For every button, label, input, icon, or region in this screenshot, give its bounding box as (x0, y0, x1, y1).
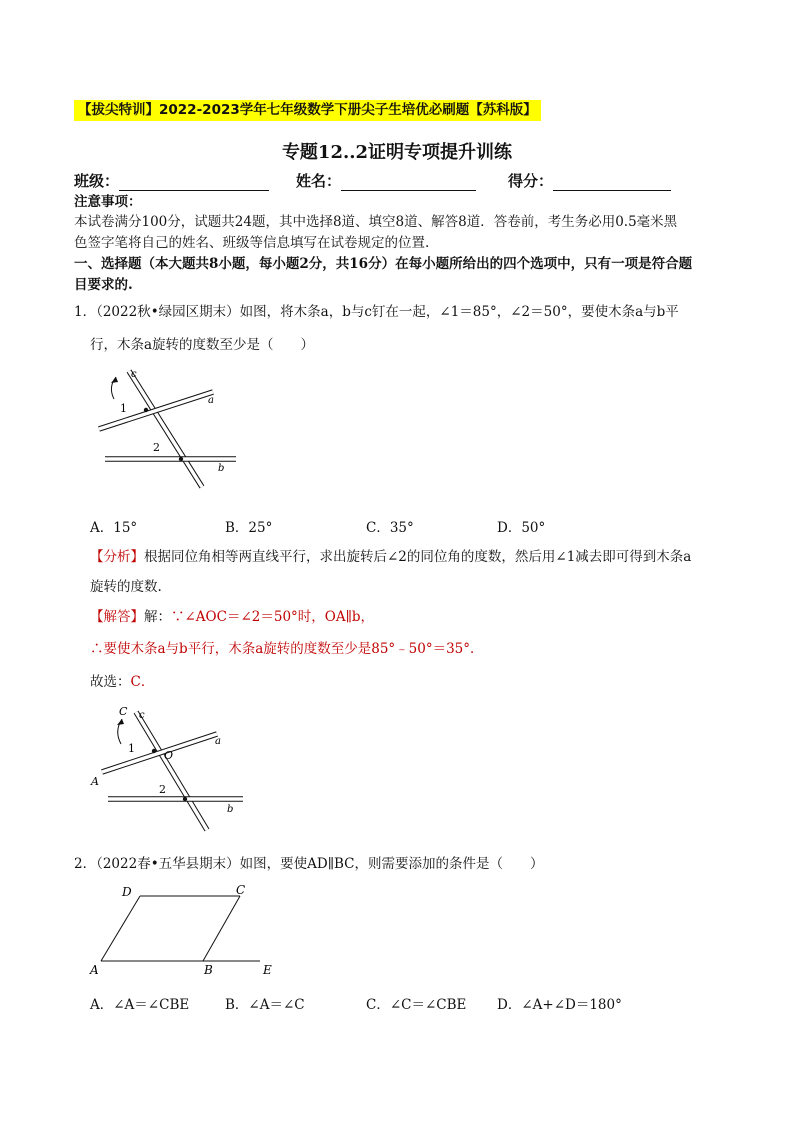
q1-answer-line-1 (90, 605, 374, 629)
analysis-tag: 【分析】 (90, 549, 144, 565)
class-blank[interactable] (119, 174, 269, 191)
label-c: c (139, 710, 145, 721)
label-c: c (131, 369, 137, 380)
q1-analysis-line-1 (90, 545, 691, 569)
answer-tag: 【解答】 (90, 609, 144, 625)
header-banner: 【拔尖特训】2022-2023学年七年级数学下册尖子生培优必刷题【苏科版】 (74, 100, 541, 121)
label-angle-2: 2 (153, 441, 160, 454)
nail-point (144, 408, 148, 412)
q1-option-d[interactable]: D．50° (497, 520, 546, 536)
q1-answer-line-2: ∴要使木条a与b平行，木条a旋转的度数至少是85°﹣50°＝35°． (90, 641, 484, 657)
q1-option-a[interactable]: A．15° (90, 520, 138, 536)
label-a: a (215, 736, 221, 747)
label-a: A (90, 963, 99, 977)
line-cb (203, 896, 240, 961)
section-line-2: 目要求的. (74, 277, 133, 293)
score-label: 得分： (508, 172, 554, 190)
analysis-text: 根据同位角相等两直线平行，求出旋转后∠2的同位角的度数，然后用∠1减去即可得到木条a (144, 549, 692, 565)
q1-solution-figure (85, 700, 255, 835)
q2-option-c[interactable]: C．∠C＝∠CBE (366, 997, 467, 1013)
q1-analysis-line-2: 旋转的度数. (90, 579, 162, 595)
score-blank[interactable] (553, 174, 671, 191)
section-line-1: 一、选择题（本大题共8小题，每小题2分，共16分）在每小题所给出的四个选项中，只有一项是符合题 (74, 256, 693, 272)
label-b: B (204, 963, 213, 977)
notice-line-2: 色签字笔将自己的姓名、班级等信息填写在试卷规定的位置. (74, 235, 430, 251)
label-a: a (208, 395, 214, 406)
nail-point (183, 797, 187, 801)
q1-stem-line-1: 1．（2022秋•绿园区期末）如图，将木条a，b与c钉在一起，∠1＝85°，∠2＝50°，要使木条a与b平 (74, 304, 679, 320)
notice-line-1: 本试卷满分100分，试题共24题，其中选择8道、填空8道、解答8道．答卷前，考生务必用0.5毫米黑 (74, 214, 678, 230)
answer-prefix: 解： (144, 609, 171, 625)
q1-option-c[interactable]: C．35° (366, 520, 414, 536)
q2-option-d[interactable]: D．∠A+∠D＝180° (497, 997, 622, 1013)
class-label: 班级： (74, 172, 120, 190)
label-e: E (263, 963, 272, 977)
label-b: b (227, 804, 234, 815)
choice-prefix: 故选： (90, 674, 131, 690)
name-label: 姓名： (296, 172, 342, 190)
point-o (152, 749, 156, 753)
page-title: 专题12..2证明专项提升训练 (281, 142, 513, 163)
q2-option-a[interactable]: A．∠A＝∠CBE (90, 997, 190, 1013)
q1-stem-line-2: 行，木条a旋转的度数至少是（ ） (90, 337, 315, 353)
q1-choice-line (90, 670, 154, 694)
q2-stem: 2．（2022春•五华县期末）如图，要使AD∥BC，则需要添加的条件是（ ） (74, 856, 544, 872)
q2-option-b[interactable]: B．∠A＝∠C (225, 997, 305, 1013)
class-field (74, 170, 269, 191)
label-b: b (218, 463, 225, 474)
notice-heading: 注意事项： (74, 194, 142, 210)
label-angle-2: 2 (159, 783, 166, 796)
name-field (296, 170, 476, 191)
score-field (508, 170, 671, 191)
answer-text-1: ∵∠AOC＝∠2＝50°时，OA∥b， (171, 609, 374, 625)
q1-option-b[interactable]: B．25° (225, 520, 273, 536)
line-ad (101, 896, 140, 961)
name-blank[interactable] (341, 174, 476, 191)
choice-answer: C． (130, 674, 155, 690)
label-point-c: C (119, 705, 128, 718)
q1-figure (90, 365, 250, 495)
label-d: D (122, 885, 132, 899)
label-point-o: O (164, 749, 174, 762)
label-c: C (236, 883, 246, 897)
label-angle-1: 1 (120, 402, 127, 415)
nail-point (179, 457, 183, 461)
label-point-a: A (91, 775, 99, 788)
q2-figure (85, 882, 285, 982)
label-angle-1: 1 (128, 742, 135, 755)
